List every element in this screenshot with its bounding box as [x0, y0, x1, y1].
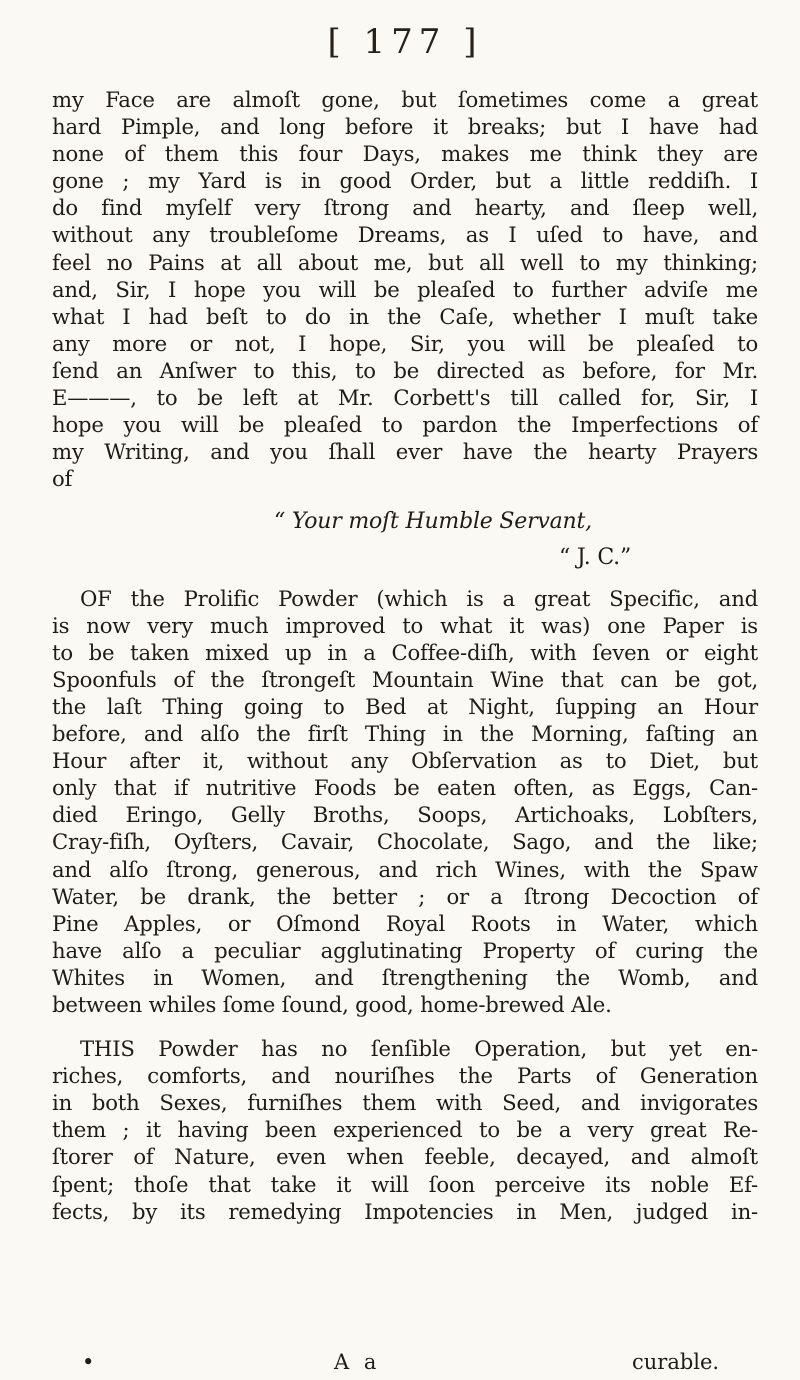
text-line: the laſt Thing going to Bed at Night, ſupping an Hour	[52, 693, 758, 719]
text-line: died Eringo, Gelly Broths, Soops, Artichoaks, Lobſters,	[52, 802, 758, 828]
footer-mark: •	[82, 1350, 95, 1374]
text-line: hard Pimple, and long before it breaks; but I have had	[52, 114, 758, 140]
text-line: any more or not, I hope, Sir, you will be pleaſed to	[52, 330, 758, 356]
text-line: of	[52, 466, 73, 492]
text-line: do find myſelf very ſtrong and hearty, and ſleep well,	[52, 195, 758, 221]
text-line: hope you will be pleaſed to pardon the Imperfections of	[52, 412, 758, 438]
signature-mark: A a	[334, 1350, 381, 1374]
text-line: feel no Pains at all about me, but all well to my thinking;	[52, 249, 758, 275]
page-body	[52, 86, 758, 1225]
catchword: curable.	[632, 1350, 720, 1374]
text-line: only that if nutritive Foods be eaten often, as Eggs, Can-	[52, 775, 758, 801]
powder-operation-paragraph	[52, 1035, 758, 1225]
text-line: them ; it having been experienced to be a very great Re-	[52, 1117, 758, 1143]
text-line: is now very much improved to what it was) one Paper is	[52, 612, 758, 638]
text-line: to be taken mixed up in a Coffee-diſh, with ſeven or eight	[52, 639, 758, 665]
letter-initials: “ J. C.”	[559, 544, 632, 570]
text-line: what I had beſt to do in the Caſe, whether I muſt take	[52, 303, 758, 329]
text-line: none of them this four Days, makes me think they are	[52, 141, 758, 167]
paragraph-gap	[52, 1018, 758, 1035]
text-line: and alſo ſtrong, generous, and rich Wines, with the Spaw	[52, 856, 758, 882]
text-line: Whites in Women, and ſtrengthening the Womb, and	[52, 964, 758, 990]
text-line: Water, be drank, the better ; or a ſtrong Decoction of	[52, 883, 758, 909]
page-footer	[52, 1350, 758, 1378]
text-line: ſtorer of Nature, even when feeble, decayed, and almoſt	[52, 1144, 758, 1170]
text-line: my Writing, and you ſhall ever have the hearty Prayers	[52, 439, 758, 465]
text-line: before, and alſo the firſt Thing in the Morning, faſting an	[52, 721, 758, 747]
text-line: in both Sexes, furniſhes them with Seed, and invigorates	[52, 1090, 758, 1116]
text-line: and, Sir, I hope you will be pleaſed to further adviſe me	[52, 276, 758, 302]
text-line: ſpent; thoſe that take it will ſoon perceive its noble Ef-	[52, 1171, 758, 1197]
text-line: E———, to be left at Mr. Corbett's till called for, Sir, I	[52, 385, 758, 411]
text-line: between whiles ſome ſound, good, home-brewed Ale.	[52, 992, 612, 1017]
text-line: THIS Powder has no ſenſible Operation, but yet en-	[80, 1036, 758, 1062]
book-page	[52, 0, 758, 1380]
text-line: gone ; my Yard is in good Order, but a little reddiſh. I	[52, 168, 758, 194]
letter-closing: “ Your moſt Humble Servant,	[274, 509, 592, 535]
text-line: ſend an Anſwer to this, to be directed as before, for Mr.	[52, 357, 758, 383]
text-line: riches, comforts, and nouriſhes the Parts of Generation	[52, 1063, 758, 1089]
text-line: Pine Apples, or Oſmond Royal Roots in Water, which	[52, 910, 758, 936]
text-line: my Face are almoſt gone, but ſometimes come a great	[52, 87, 758, 112]
letter-paragraph	[52, 86, 758, 492]
text-line: Cray-fiſh, Oyſters, Cavair, Chocolate, Sago, and the like;	[52, 829, 758, 855]
prolific-powder-paragraph	[52, 585, 758, 1019]
text-line: without any troubleſome Dreams, as I uſed to have, and	[52, 222, 758, 248]
text-line: Spoonfuls of the ſtrongeſt Mountain Wine that can be got,	[52, 666, 758, 692]
text-line: Hour after it, without any Obſervation as to Diet, but	[52, 748, 758, 774]
page-number: [ 177 ]	[327, 22, 483, 62]
text-line: fects, by its remedying Impotencies in Men, judged in-	[52, 1198, 758, 1224]
text-line: have alſo a peculiar agglutinating Property of curing the	[52, 937, 758, 963]
text-line: OF the Prolific Powder (which is a great Specific, and	[80, 585, 758, 611]
